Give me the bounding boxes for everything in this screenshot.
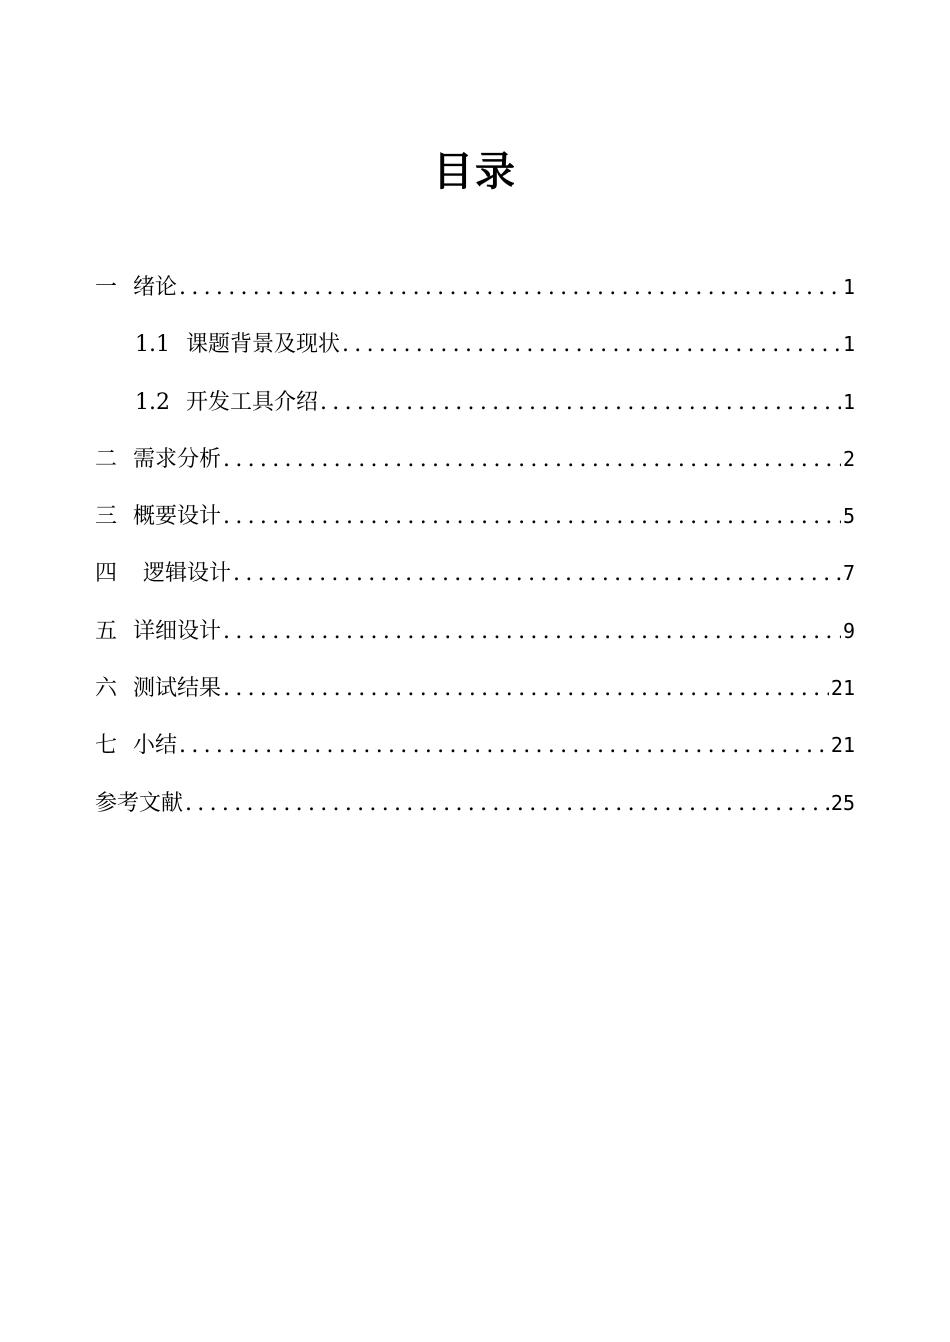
toc-entry-page: 5: [842, 504, 855, 529]
toc-entry-outline-design[interactable]: [95, 494, 855, 551]
toc-entry-title: 小结: [133, 733, 178, 759]
toc-entry-number: 六: [95, 676, 118, 702]
page-title: 目录: [433, 149, 517, 195]
toc-entry-references[interactable]: [95, 781, 855, 838]
dot-leader: [223, 667, 829, 711]
toc-entry-page: 21: [830, 676, 855, 701]
toc-entry-number: 一: [95, 275, 118, 300]
toc-entry-summary[interactable]: [95, 723, 855, 780]
toc-entry-page: 25: [830, 790, 855, 815]
toc-entry-title: 详细设计: [133, 618, 222, 644]
dot-leader: [320, 381, 841, 425]
dot-leader: [179, 724, 829, 768]
toc-entry-number: 二: [95, 446, 118, 472]
toc-entry-background[interactable]: [95, 322, 855, 379]
dot-leader: [342, 323, 841, 367]
toc-entry-title: 绪论: [133, 275, 178, 300]
toc-entry-number: 五: [95, 618, 118, 644]
dot-leader: [179, 266, 841, 310]
toc-entry-number: 1.2: [135, 389, 170, 415]
toc-entry-page: 2: [842, 446, 855, 471]
toc-entry-title: 需求分析: [133, 446, 222, 472]
toc-entry-number: 七: [95, 733, 118, 759]
toc-entry-dev-tools[interactable]: [95, 380, 855, 437]
toc-entry-title: 开发工具介绍: [186, 389, 319, 415]
toc-entry-page: 21: [830, 733, 855, 758]
toc-entry-title: 课题背景及现状: [186, 332, 341, 358]
toc-entry-page: 1: [842, 275, 855, 299]
toc-entry-title: 逻辑设计: [143, 561, 232, 587]
toc-entry-logic-design[interactable]: [95, 551, 855, 608]
toc-entry-detailed-design[interactable]: [95, 609, 855, 666]
dot-leader: [223, 495, 841, 539]
toc-entry-requirements[interactable]: [95, 437, 855, 494]
toc-entry-page: 7: [842, 561, 855, 586]
dot-leader: [185, 782, 829, 826]
toc-entry-page: 9: [842, 618, 855, 643]
toc-entry-title: 概要设计: [133, 504, 222, 530]
toc-entry-test-results[interactable]: [95, 666, 855, 723]
dot-leader: [223, 610, 841, 654]
toc-entry-page: 1: [842, 389, 855, 414]
toc-entry-number: 三: [95, 504, 118, 530]
toc-entry-number: 四: [95, 561, 118, 587]
toc-entry-introduction[interactable]: [95, 265, 855, 322]
dot-leader: [223, 438, 841, 482]
table-of-contents: [95, 265, 855, 838]
toc-entry-title: 参考文献: [95, 790, 184, 816]
toc-entry-number: 1.1: [135, 332, 170, 358]
dot-leader: [233, 552, 841, 596]
toc-entry-page: 1: [842, 332, 855, 357]
toc-entry-title: 测试结果: [133, 676, 222, 702]
